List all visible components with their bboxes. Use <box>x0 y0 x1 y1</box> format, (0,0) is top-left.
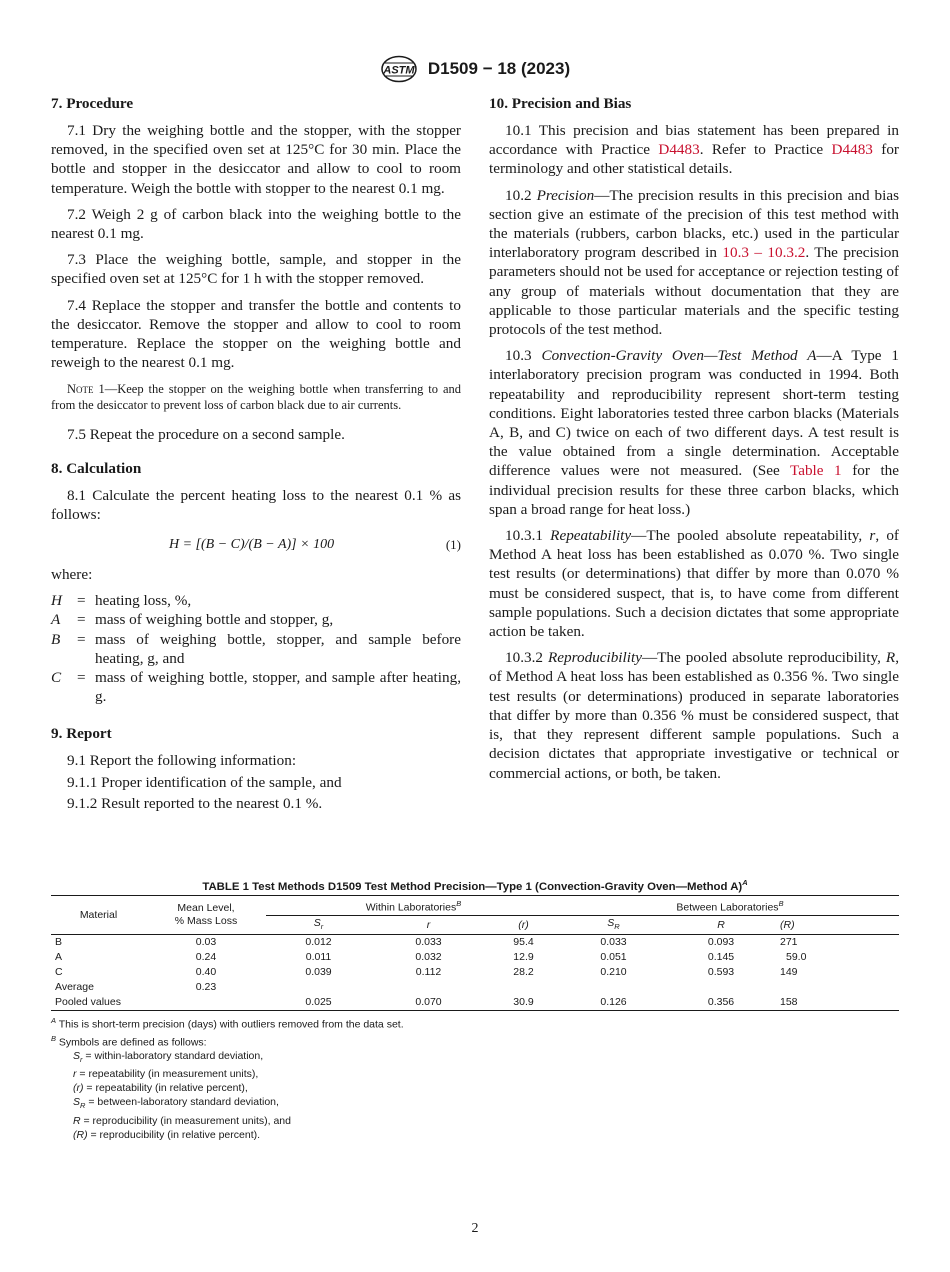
precision-table-section <box>51 878 899 1142</box>
text-run: —A Type 1 interlaboratory precision program was conducted in 1994. Both repeatability and reproducibility represent short-term testing conditions. Eight laboratories tested three carbon blacks (Materials A, B, and C) twice on each of two different days. A test result is the value obtained from a single determination. Acceptable difference values were not measured. (See <box>489 347 899 480</box>
left-column <box>51 90 461 820</box>
cell-R-rel: 158 <box>776 995 899 1011</box>
text-run: for the individual precision results for these three carbon blacks, which span a broad range for heat loss.) <box>489 462 900 518</box>
cell-R <box>666 980 776 995</box>
para-10-3-1 <box>489 526 899 641</box>
note-text: —Keep the stopper on the weighing bottle when transferring to and from the desiccator to prevent loss of carbon black due to air currents. <box>51 382 461 412</box>
symbol-definition <box>51 1095 899 1113</box>
text-run: . The precision parameters should not be used for acceptance or rejection testing of any group of materials without documentation that they are applicable to those particular materials and the specific testing protocols of the test method. <box>489 244 899 339</box>
def-symbol: A <box>51 611 61 629</box>
equation-formula: H = [(B − C)/(B − A)] × 100 <box>169 537 335 553</box>
foot-sym: S <box>73 1096 81 1109</box>
symbol-definition <box>51 1081 899 1095</box>
astm-logo-icon <box>380 55 418 83</box>
text-run: , of Method A heat loss has been established as 0.070 %. Two single test results (or determinations) that differ by more than 0.070 % must be considered suspect, that is, to have come from different sample populations. Such a decision dictates that some appropriate action be taken. <box>489 527 899 641</box>
cell-R: 0.145 <box>707 951 735 964</box>
def-symbol: H <box>51 592 62 610</box>
footnote-b <box>51 1032 899 1050</box>
foot-sym: r <box>73 1068 77 1081</box>
cell-R-rel: 271 <box>780 936 798 949</box>
header-footnote-mark: B <box>456 898 462 908</box>
definition-row <box>51 630 461 668</box>
header-mean-level <box>146 895 266 935</box>
document-id: D1509 − 18 (2023) <box>427 59 571 78</box>
def-equals: = <box>77 611 86 629</box>
sym-sub: r <box>320 922 324 932</box>
link-d4483[interactable]: D4483 <box>831 141 873 159</box>
link-table-1[interactable]: Table 1 <box>789 462 842 480</box>
footnote-mark: B <box>51 1033 57 1043</box>
para-7-1: 7.1 Dry the weighing bottle and the stopper, with the stopper removed, in the specified oven set at 125°C for 30 min. Place the bottle and stopper in the desiccator and allow to cool to room temperature. Weigh the bottle with stopper to the nearest 0.1 mg. <box>51 122 461 197</box>
sym: S <box>313 917 321 930</box>
para-7-2: 7.2 Weigh 2 g of carbon black into the weighing bottle to the nearest 0.1 mg. <box>51 205 461 243</box>
para-9-1: 9.1 Report the following information: <box>67 752 297 770</box>
header-within-labs <box>266 895 561 916</box>
cell-mean: 0.24 <box>195 951 217 964</box>
def-equals: = <box>77 669 86 687</box>
def-symbol: B <box>51 630 61 648</box>
note-1 <box>51 382 461 413</box>
table-row <box>51 995 899 1011</box>
term-reproducibility: Reproducibility <box>548 649 642 667</box>
foot-sym: (R) <box>73 1128 88 1141</box>
right-column <box>489 90 899 790</box>
table-row <box>51 935 899 951</box>
para-8-1: 8.1 Calculate the percent heating loss to the nearest 0.1 % as follows: <box>51 486 461 523</box>
text-run: , of Method A heat loss has been established as 0.356 %. Two single test results (or determinations) produced in separate laboratories that differ by more than 0.356 % must be considered suspect, that is, that they represent different sample populations. Such a decision dictates that appropriate investigative or technical or commercial actions, or both, be taken. <box>489 649 899 782</box>
text-run: 10.3.1 <box>505 527 551 545</box>
def-equals: = <box>77 592 86 610</box>
def-description: mass of weighing bottle, stopper, and sample before heating, g, and <box>95 630 461 667</box>
definition-row <box>51 668 461 706</box>
caption-footnote-mark: A <box>742 878 748 887</box>
section-7-heading: 7. Procedure <box>51 95 134 112</box>
text-run: 10.3.2 <box>505 649 549 667</box>
para-10-2 <box>489 186 899 340</box>
cell-material: Pooled values <box>51 995 146 1011</box>
cell-r-rel: 28.2 <box>513 966 534 979</box>
cell-material: B <box>55 936 63 949</box>
footnote-text: Symbols are defined as follows: <box>56 1036 207 1049</box>
caption-text: TABLE 1 Test Methods D1509 Test Method Precision—Type 1 (Convection-Gravity Oven—Method A) <box>202 880 743 893</box>
definition-row <box>51 591 461 610</box>
table-caption <box>51 878 899 893</box>
foot-def: = repeatability (in measurement units), <box>76 1068 259 1081</box>
foot-sym-sub: r <box>80 1055 83 1065</box>
def-symbol: C <box>51 669 62 687</box>
def-description: heating loss, %, <box>95 592 192 610</box>
cell-r-rel: 30.9 <box>486 995 561 1011</box>
table-header-row <box>51 895 899 916</box>
cell-R: 0.093 <box>707 936 735 949</box>
def-description: mass of weighing bottle, stopper, and sample after heating, g. <box>95 669 461 706</box>
cell-R: 0.593 <box>707 966 735 979</box>
text-run: 10.1 This precision and bias statement has been prepared in accordance with Practice <box>489 122 899 159</box>
cell-mean: 0.40 <box>195 966 217 979</box>
cell-mean <box>146 995 266 1011</box>
where-label: where: <box>51 566 93 584</box>
text-run: 10.3 <box>505 347 542 365</box>
cell-R: 0.356 <box>666 995 776 1011</box>
variable-definitions <box>51 591 461 706</box>
symbol-r: r <box>869 527 876 545</box>
para-10-1 <box>489 121 899 179</box>
table-row <box>51 980 899 995</box>
header-footnote-mark: B <box>778 898 784 908</box>
link-d4483[interactable]: D4483 <box>658 141 700 159</box>
cell-r-rel: 12.9 <box>513 951 534 964</box>
symbol-definition <box>51 1067 899 1081</box>
header-mean-line2: % Mass Loss <box>174 915 238 928</box>
para-7-4: 7.4 Replace the stopper and transfer the bottle and contents to the desiccator. Remove the stopper and allow to cool to room temperature. Replace the stopper on the weighing bottle and reweigh to the nearest 0.1 mg. <box>51 296 461 372</box>
foot-def: = reproducibility (in relative percent). <box>87 1128 261 1141</box>
para-7-5: 7.5 Repeat the procedure on a second sample. <box>67 426 345 444</box>
cell-sr <box>266 980 371 995</box>
cell-sr: 0.039 <box>305 966 332 979</box>
subheader-sR <box>561 916 666 935</box>
para-9-1-1: 9.1.1 Proper identification of the sample, and <box>67 773 342 791</box>
cell-R-rel <box>776 980 899 995</box>
cell-r: 0.032 <box>415 951 442 964</box>
subheader-r-rel: (r) <box>486 916 561 935</box>
header-mean-line1: Mean Level, <box>177 902 235 915</box>
cell-r: 0.033 <box>415 936 442 949</box>
cell-material: C <box>55 966 63 979</box>
symbol-definition <box>51 1114 899 1128</box>
cell-sR: 0.210 <box>600 966 627 979</box>
para-7-3: 7.3 Place the weighing bottle, sample, and stopper in the specified oven set at 125°C for 1 h with the stopper removed. <box>51 251 461 288</box>
cell-material: A <box>55 951 63 964</box>
cell-material: Average <box>55 981 94 994</box>
foot-def: = repeatability (in relative percent), <box>83 1082 248 1095</box>
subheader-r: r <box>371 916 486 935</box>
equation-1 <box>51 531 461 557</box>
para-10-3 <box>489 346 899 519</box>
section-10-heading: 10. Precision and Bias <box>489 95 632 112</box>
para-10-3-2 <box>489 648 899 782</box>
text-run: —The precision results in this precision and bias section give an estimate of the precision of this test method with the materials (rubbers, carbon blacks, etc.) used in the particular interlaboratory program described in <box>489 186 899 262</box>
symbol-definition <box>51 1128 899 1142</box>
term-repeatability: Repeatability <box>550 527 632 545</box>
term-precision: Precision <box>536 186 595 204</box>
definition-row <box>51 610 461 629</box>
sym: S <box>607 917 615 930</box>
cell-R-rel: 149 <box>780 966 798 979</box>
def-description: mass of weighing bottle and stopper, g, <box>95 611 334 629</box>
foot-sym: R <box>73 1114 81 1127</box>
text-run: for terminology and other statistical details. <box>489 141 899 178</box>
symbol-R: R <box>885 649 896 667</box>
section-8-heading: 8. Calculation <box>51 459 142 477</box>
cell-R-rel: 59.0 <box>786 951 807 964</box>
foot-sym: S <box>73 1050 81 1063</box>
footnote-mark: A <box>51 1016 57 1026</box>
cell-sR: 0.033 <box>600 936 627 949</box>
header-material: Material <box>51 895 146 935</box>
foot-def: = between-laboratory standard deviation, <box>85 1096 279 1109</box>
text-run: —The pooled absolute repeatability, <box>631 527 870 545</box>
page-number: 2 <box>471 1221 479 1236</box>
link-section-10-3[interactable]: 10.3 – 10.3.2 <box>722 244 806 262</box>
header-within-text: Within Laboratories <box>365 901 457 914</box>
foot-def: = reproducibility (in measurement units), and <box>80 1114 291 1127</box>
footnote-text: This is short-term precision (days) with outliers removed from the data set. <box>56 1018 404 1031</box>
table-row <box>51 950 899 965</box>
symbol-definition <box>51 1049 899 1067</box>
cell-sr: 0.011 <box>305 951 332 964</box>
foot-sym-sub: R <box>80 1101 86 1111</box>
cell-mean: 0.23 <box>195 981 217 994</box>
equation-number: (1) <box>445 537 461 553</box>
header-between-text: Between Laboratories <box>676 901 779 914</box>
cell-r: 0.070 <box>371 995 486 1011</box>
page-header <box>0 55 950 85</box>
cell-r-rel: 95.4 <box>513 936 534 949</box>
para-9-1-2: 9.1.2 Result reported to the nearest 0.1 %. <box>67 794 323 812</box>
cell-sR: 0.051 <box>600 951 627 964</box>
foot-sym: (r) <box>73 1082 84 1095</box>
cell-r <box>371 980 486 995</box>
cell-mean: 0.03 <box>195 936 217 949</box>
precision-table <box>51 895 899 1012</box>
table-footnotes <box>51 1014 899 1141</box>
section-9-heading: 9. Report <box>51 725 112 743</box>
table-row <box>51 965 899 980</box>
text-run: 10.2 <box>505 186 537 204</box>
term-convection-oven: Convection-Gravity Oven—Test Method A <box>541 347 817 365</box>
subheader-sr <box>266 916 371 935</box>
text-run: —The pooled absolute reproducibility, <box>641 649 886 667</box>
cell-sr: 0.012 <box>305 936 332 949</box>
cell-sr: 0.025 <box>266 995 371 1011</box>
cell-sR: 0.126 <box>561 995 666 1011</box>
header-between-labs <box>561 895 899 916</box>
text-run: . Refer to Practice <box>699 141 832 159</box>
subheader-R-rel: (R) <box>776 916 899 935</box>
cell-r: 0.112 <box>415 966 442 979</box>
cell-r-rel <box>486 980 561 995</box>
foot-def: = within-laboratory standard deviation, <box>82 1050 264 1063</box>
def-equals: = <box>77 630 86 648</box>
note-label: Note 1 <box>67 382 105 397</box>
cell-sR <box>561 980 666 995</box>
sym-sub: R <box>614 922 620 932</box>
subheader-R: R <box>666 916 776 935</box>
footnote-a <box>51 1014 899 1032</box>
svg-text:ASTM: ASTM <box>383 64 415 77</box>
